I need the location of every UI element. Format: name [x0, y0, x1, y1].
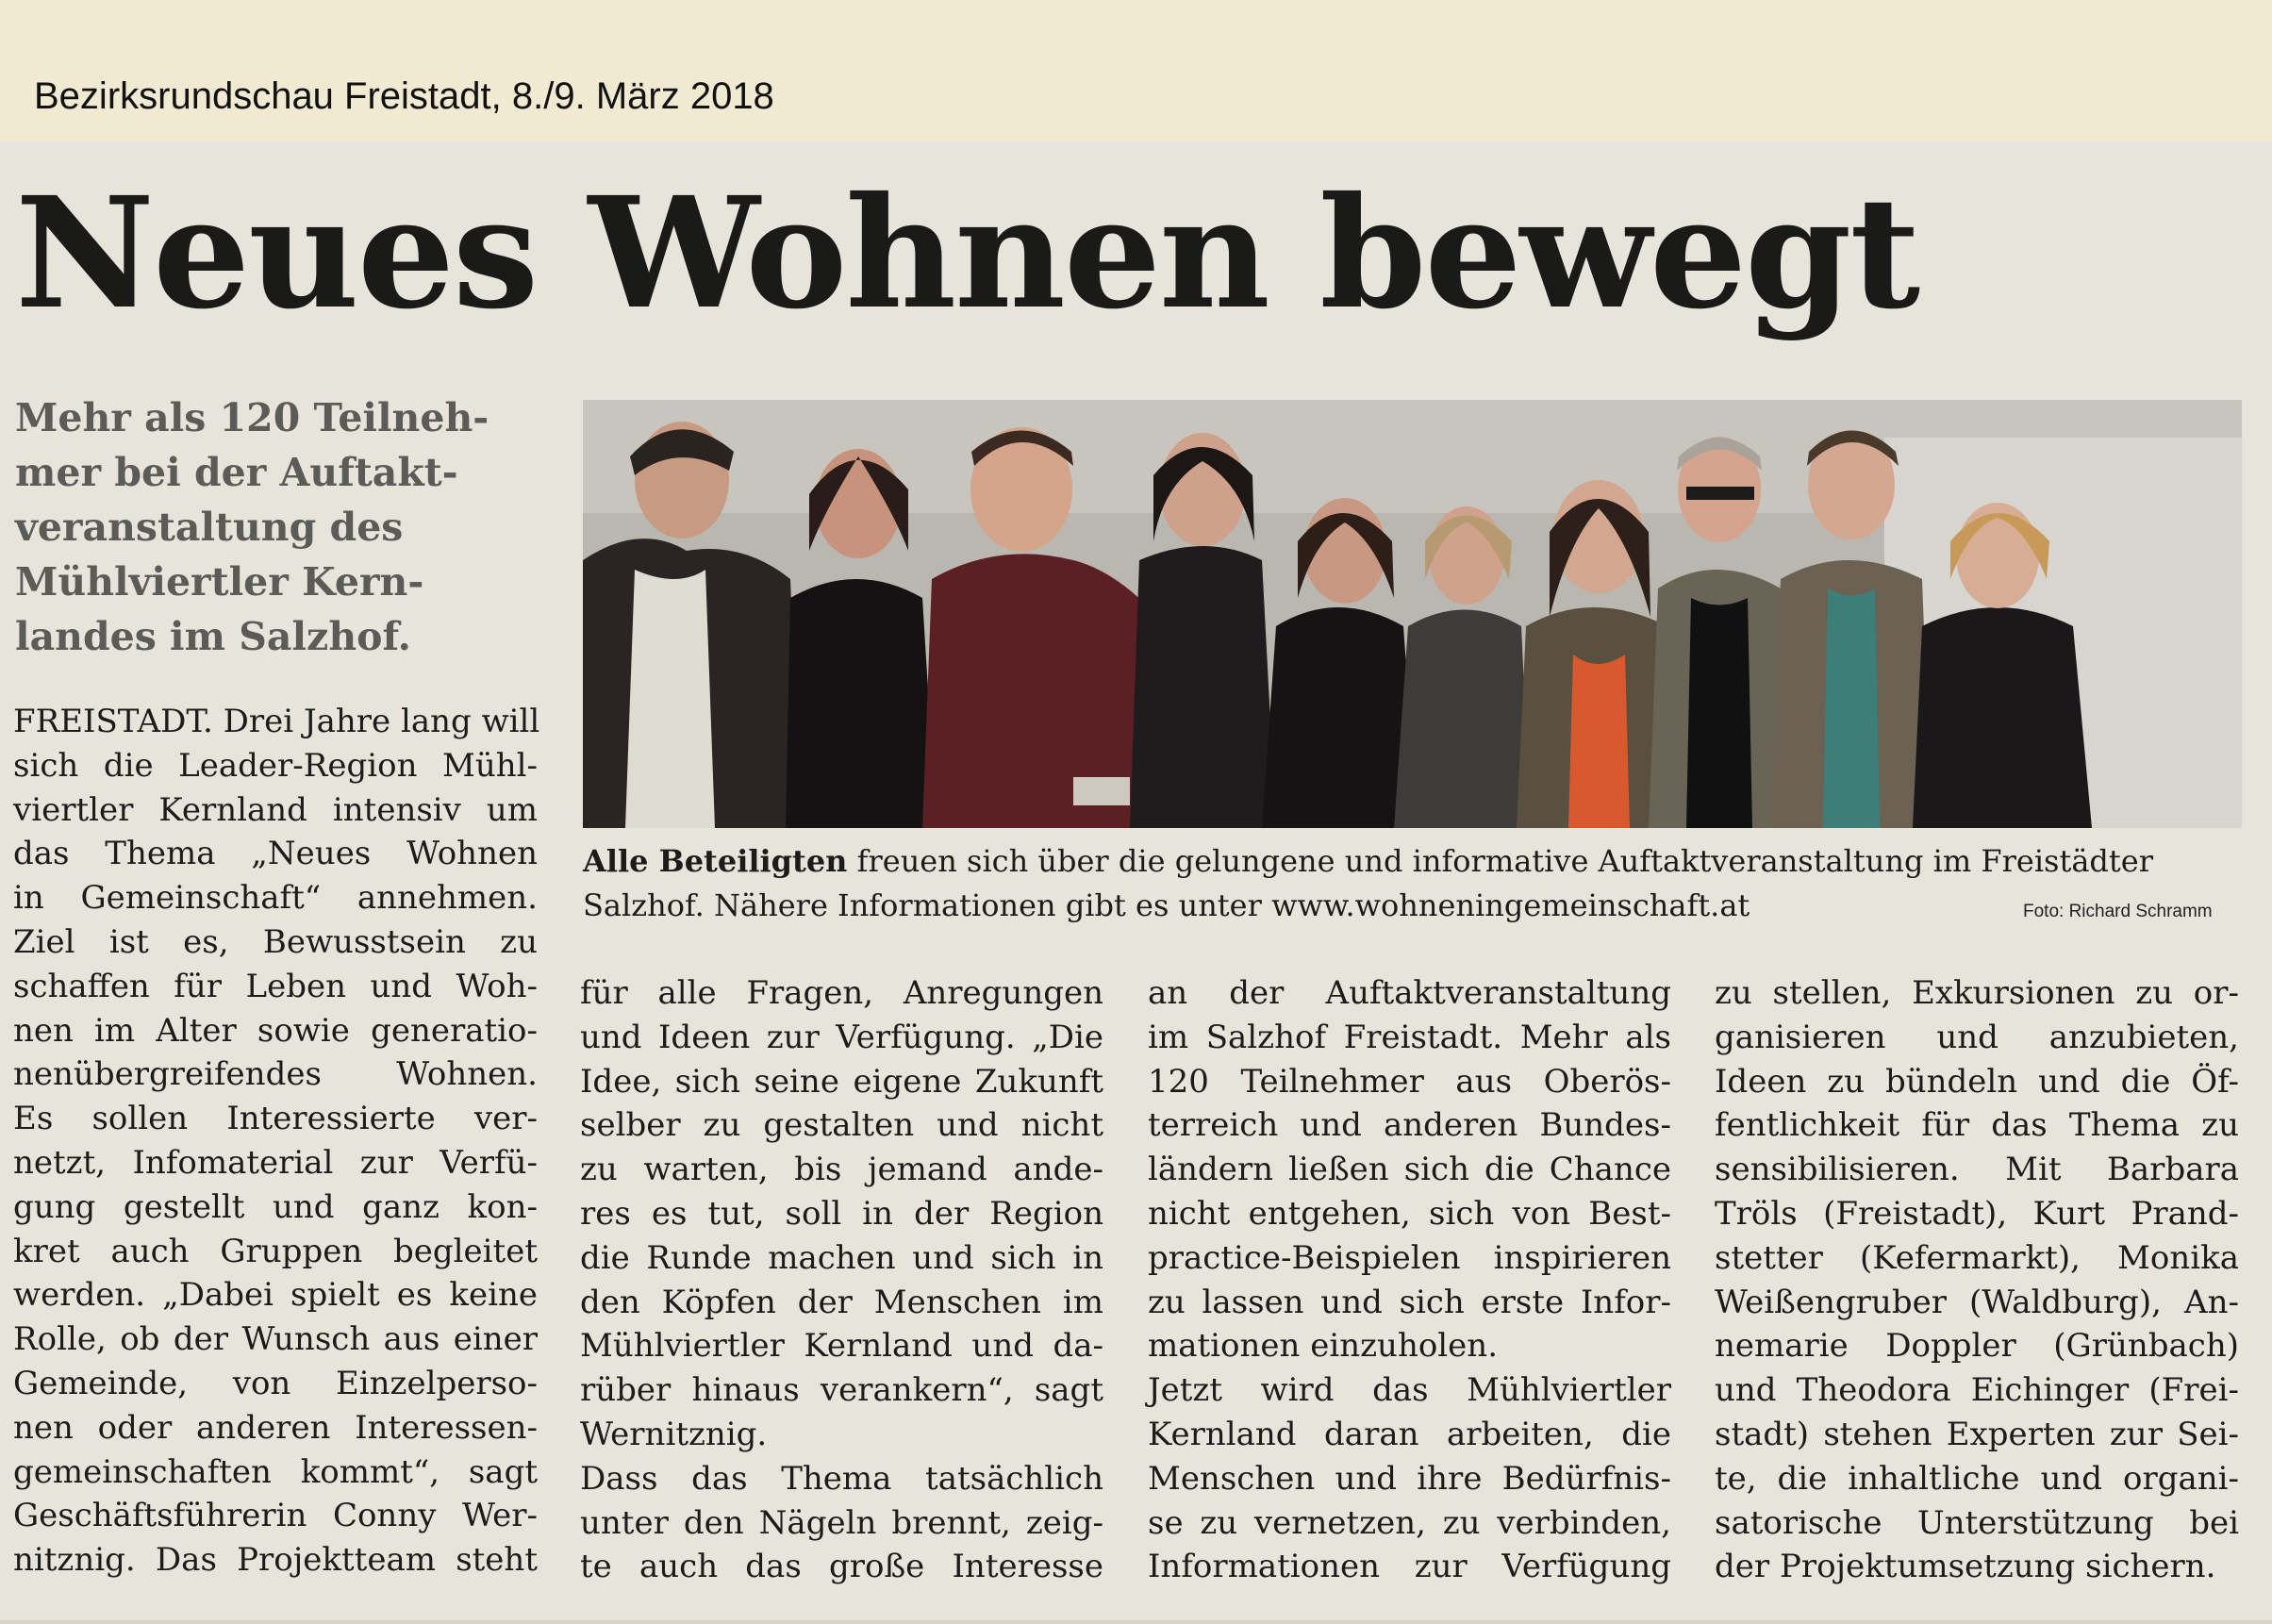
text-line: nenübergreifendes Wohnen. [13, 1055, 538, 1094]
text-line: ländern ließen sich die Chance [1148, 1151, 1671, 1189]
text-line: Tröls (Freistadt), Kurt Prand- [1715, 1194, 2239, 1233]
text-line: werden. „Dabei spielt es keine [13, 1276, 538, 1315]
text-line: rüber hinaus verankern“, sagt [580, 1371, 1103, 1410]
text-line: stetter (Kefermarkt), Monika [1715, 1238, 2239, 1277]
text-line: zu stellen, Exkursionen zu or- [1715, 974, 2239, 1012]
text-line: terreich und anderen Bundes- [1148, 1106, 1671, 1145]
text-line: te auch das große Interesse [580, 1548, 1103, 1586]
caption-line: Salzhof. Nähere Informationen gibt es unter www.wohneningemeinschaft.at [583, 887, 1750, 923]
text-line: kret auch Gruppen begleitet [13, 1232, 538, 1270]
text-line: nicht entgehen, sich von Best- [1148, 1194, 1671, 1233]
divider [0, 1620, 2272, 1624]
caption-text: freuen sich über die gelungene und informative Auftaktveranstaltung im Freistädter [847, 843, 2153, 879]
text-line: der Projektumsetzung sichern. [1715, 1548, 2216, 1586]
clipping-header [0, 0, 2272, 141]
text-line: gemeinschaften kommt“, sagt [13, 1452, 538, 1491]
article-column-4 [1715, 971, 2239, 1589]
text-line: Weißengruber (Waldburg), An- [1715, 1283, 2239, 1321]
text-line: Ideen zu bündeln und die Öf- [1715, 1062, 2239, 1101]
text-line: viertler Kernland intensiv um [13, 790, 538, 829]
text-line: practice-Beispielen inspirieren [1148, 1238, 1671, 1277]
text-line: fentlichkeit für das Thema zu [1715, 1106, 2239, 1145]
text-line: Menschen und ihre Bedürfnis- [1148, 1459, 1671, 1498]
text-line: Mühlviertler Kernland und da- [580, 1327, 1103, 1366]
text-line: netzt, Infomaterial zur Verfü- [13, 1143, 538, 1182]
text-line: nitznig. Das Projektteam steht [13, 1541, 538, 1580]
article-column-1 [13, 700, 538, 1583]
photo-credit: Foto: Richard Schramm [2023, 902, 2213, 921]
text-line: schaffen für Leben und Woh- [13, 967, 538, 1005]
text-line: gung gestellt und ganz kon- [13, 1187, 538, 1226]
text-line: ganisieren und anzubieten, [1715, 1018, 2239, 1056]
text-line: Ziel ist es, Bewusstsein zu [13, 922, 538, 961]
headline: Neues Wohnen bewegt [15, 164, 1919, 343]
text-line: Dass das Thema tatsächlich [580, 1459, 1103, 1498]
lead-line: veranstaltung des [15, 505, 404, 550]
text-line: Kernland daran arbeiten, die [1148, 1415, 1671, 1453]
text-line: 120 Teilnehmer aus Oberös- [1148, 1062, 1671, 1101]
text-line: sensibilisieren. Mit Barbara [1715, 1151, 2239, 1189]
text-line: in Gemeinschaft“ annehmen. [13, 879, 538, 918]
text-line: FREISTADT. Drei Jahre lang will [13, 703, 540, 740]
text-line: die Runde machen und sich in [580, 1238, 1103, 1277]
source-line: Bezirksrundschau Freistadt, 8./9. März 2018 [34, 75, 774, 117]
text-line: res es tut, soll in der Region [580, 1194, 1103, 1233]
text-line: Es sollen Interessierte ver- [13, 1100, 538, 1138]
text-line: sich die Leader-Region Mühl- [13, 746, 538, 785]
text-line: Jetzt wird das Mühlviertler [1148, 1371, 1671, 1410]
lead-line: Mühlviertler Kern- [15, 559, 424, 605]
text-line: und Ideen zur Verfügung. „Die [580, 1018, 1103, 1056]
article-column-2 [580, 971, 1103, 1589]
text-line: satorische Unterstützung bei [1715, 1503, 2239, 1542]
text-line: se zu vernetzen, zu verbinden, [1148, 1503, 1671, 1542]
text-line: Gemeinde, von Einzelperso- [13, 1364, 538, 1402]
text-line: Wernitznig. [580, 1415, 768, 1453]
text-line: das Thema „Neues Wohnen [13, 835, 538, 873]
lead-line: Mehr als 120 Teilneh- [15, 395, 489, 440]
photo-caption [583, 839, 2243, 928]
group-photo [583, 400, 2242, 828]
text-line: Rolle, ob der Wunsch aus einer [13, 1320, 538, 1359]
text-line: mationen einzuholen. [1148, 1327, 1499, 1366]
article-column-3 [1148, 971, 1671, 1589]
text-line: im Salzhof Freistadt. Mehr als [1148, 1018, 1671, 1056]
text-line: Informationen zur Verfügung [1148, 1548, 1671, 1586]
text-line: an der Auftaktveranstaltung [1148, 974, 1671, 1012]
text-line: den Köpfen der Menschen im [580, 1283, 1103, 1321]
text-line: nen oder anderen Interessen- [13, 1408, 538, 1447]
text-line: für alle Fragen, Anregungen [580, 974, 1103, 1012]
text-line: nemarie Doppler (Grünbach) [1715, 1327, 2239, 1366]
caption-line [583, 839, 2243, 884]
text-line: te, die inhaltliche und organi- [1715, 1459, 2239, 1498]
text-line: und Theodora Eichinger (Frei- [1715, 1371, 2239, 1410]
text-line: Geschäftsführerin Conny Wer- [13, 1497, 538, 1535]
text-line: Idee, sich seine eigene Zukunft [580, 1062, 1103, 1101]
text-line: selber zu gestalten und nicht [580, 1106, 1103, 1145]
text-line: nen im Alter sowie generatio- [13, 1011, 538, 1050]
text-line: zu lassen und sich erste Infor- [1148, 1283, 1671, 1321]
text-line: stadt) stehen Experten zur Sei- [1715, 1415, 2239, 1453]
lead-line: landes im Salzhof. [15, 614, 411, 659]
lead-line: mer bei der Auftakt- [15, 450, 458, 495]
text-line: unter den Nägeln brennt, zeig- [580, 1503, 1103, 1542]
text-line: zu warten, bis jemand ande- [580, 1151, 1103, 1189]
caption-bold: Alle Beteiligten [583, 843, 848, 879]
lead-paragraph [15, 390, 543, 664]
